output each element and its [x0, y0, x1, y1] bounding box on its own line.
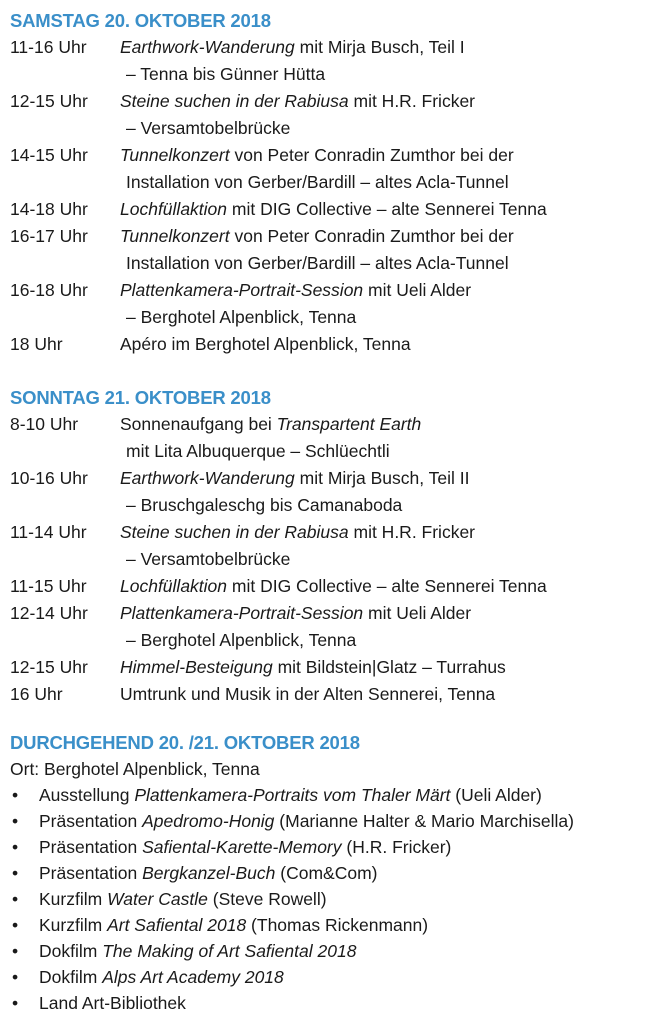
event-time: 11-15 Uhr: [10, 576, 87, 596]
exhibit-type: Land Art-Bibliothek: [39, 993, 186, 1013]
event-time: 11-16 Uhr: [10, 37, 87, 57]
event-time: 12-15 Uhr: [10, 657, 88, 677]
event-line: [120, 88, 649, 115]
event-line: [120, 600, 649, 627]
location-line: Ort: Berghotel Alpenblick, Tenna: [10, 759, 260, 779]
exhibit-author: (Marianne Halter & Mario Marchisella): [274, 811, 574, 831]
event-text: mit Ueli Alder: [363, 603, 472, 623]
event-text: von Peter Conradin Zumthor bei der: [229, 226, 514, 246]
exhibit-item: [10, 834, 649, 860]
event-title: Tunnelkonzert: [120, 145, 230, 165]
event-time: 12-14 Uhr: [10, 603, 88, 623]
event-title: Plattenkamera-Portrait-Session: [120, 603, 364, 623]
event-text: mit DIG Collective – alte Sennerei Tenna: [227, 576, 547, 596]
exhibit-item: [10, 886, 649, 912]
event-title: Lochfüllaktion: [120, 576, 228, 596]
ongoing-section: [10, 729, 649, 1016]
event-description: [120, 411, 649, 465]
event-time: 11-14 Uhr: [10, 522, 87, 542]
exhibit-text: [39, 964, 284, 990]
event-row: [10, 519, 649, 573]
exhibit-title: Alps Art Academy 2018: [102, 967, 284, 987]
exhibit-item: [10, 860, 649, 886]
event-title: Earthwork-Wanderung: [120, 468, 295, 488]
event-description: [120, 277, 649, 331]
event-description: [120, 196, 649, 223]
event-time: 16-17 Uhr: [10, 226, 88, 246]
event-text: mit Ueli Alder: [363, 280, 472, 300]
event-text: mit Mirja Busch, Teil II: [294, 468, 470, 488]
event-line: [120, 573, 649, 600]
event-row: [10, 465, 649, 519]
event-description: [120, 600, 649, 654]
bullet-icon: •: [12, 889, 19, 909]
bullet-icon: •: [12, 915, 19, 935]
event-location: Installation von Gerber/Bardill – altes Acla-Tunnel: [126, 253, 509, 273]
event-list: [10, 411, 649, 708]
exhibit-title: The Making of Art Safiental 2018: [102, 941, 357, 961]
event-description: [120, 654, 649, 681]
exhibit-type: Dokfilm: [39, 941, 103, 961]
event-line: [120, 411, 649, 438]
event-line: [120, 34, 649, 61]
event-line: [120, 223, 649, 250]
exhibit-type: Kurzfilm: [39, 915, 108, 935]
event-description: [120, 34, 649, 88]
exhibit-title: Apedromo-Honig: [142, 811, 275, 831]
exhibit-title: Safiental-Karette-Memory: [142, 837, 342, 857]
event-line: [120, 654, 649, 681]
event-line: [120, 681, 649, 708]
event-location: – Tenna bis Günner Hütta: [126, 64, 326, 84]
event-line: [120, 465, 649, 492]
event-row: [10, 573, 649, 600]
event-description: [120, 331, 649, 358]
event-title: Himmel-Besteigung: [120, 657, 273, 677]
event-title: Plattenkamera-Portrait-Session: [120, 280, 364, 300]
exhibit-text: [39, 834, 451, 860]
event-title: Steine suchen in der Rabiusa: [120, 522, 349, 542]
event-line: [120, 519, 649, 546]
event-row: [10, 681, 649, 708]
event-time: 16 Uhr: [10, 684, 63, 704]
exhibit-list: [10, 782, 649, 1016]
event-text: Umtrunk und Musik in der Alten Sennerei, Tenna: [120, 684, 496, 704]
event-row: [10, 654, 649, 681]
event-location: Installation von Gerber/Bardill – altes Acla-Tunnel: [126, 172, 509, 192]
event-description: [120, 519, 649, 573]
exhibit-item: [10, 808, 649, 834]
event-description: [120, 465, 649, 519]
exhibit-text: [39, 938, 356, 964]
sunday-section: [10, 384, 649, 708]
bullet-icon: •: [12, 811, 19, 831]
event-row: [10, 223, 649, 277]
exhibit-text: [39, 808, 574, 834]
event-text: mit H.R. Fricker: [348, 91, 476, 111]
event-row: [10, 88, 649, 142]
event-text: mit Mirja Busch, Teil I: [294, 37, 465, 57]
event-row: [10, 600, 649, 654]
exhibit-text: [39, 860, 378, 886]
event-text: mit DIG Collective – alte Sennerei Tenna: [227, 199, 547, 219]
event-line: [120, 277, 649, 304]
event-description: [120, 681, 649, 708]
exhibit-item: [10, 782, 649, 808]
event-description: [120, 573, 649, 600]
exhibit-type: Präsentation: [39, 811, 143, 831]
event-text: Sonnenaufgang bei: [120, 414, 277, 434]
event-time: 16-18 Uhr: [10, 280, 88, 300]
exhibit-text: [39, 912, 428, 938]
bullet-icon: •: [12, 837, 19, 857]
event-title: Tunnelkonzert: [120, 226, 230, 246]
exhibit-author: (Steve Rowell): [207, 889, 327, 909]
exhibit-type: Ausstellung: [39, 785, 135, 805]
event-list: [10, 34, 649, 358]
saturday-section: [10, 7, 649, 358]
event-title: Steine suchen in der Rabiusa: [120, 91, 349, 111]
exhibit-title: Art Safiental 2018: [107, 915, 247, 935]
event-line: [120, 142, 649, 169]
event-title: Lochfüllaktion: [120, 199, 228, 219]
bullet-icon: •: [12, 993, 19, 1013]
section-heading: SAMSTAG 20. OKTOBER 2018: [10, 10, 271, 31]
exhibit-author: (H.R. Fricker): [341, 837, 452, 857]
exhibit-item: [10, 938, 649, 964]
event-time: 18 Uhr: [10, 334, 63, 354]
event-location: – Versamtobelbrücke: [126, 118, 291, 138]
event-row: [10, 411, 649, 465]
event-text: mit Bildstein|Glatz – Turrahus: [272, 657, 506, 677]
section-heading: DURCHGEHEND 20. /21. OKTOBER 2018: [10, 732, 360, 753]
exhibit-item: [10, 990, 649, 1016]
bullet-icon: •: [12, 863, 19, 883]
event-time: 12-15 Uhr: [10, 91, 88, 111]
event-text: mit H.R. Fricker: [348, 522, 476, 542]
exhibit-title: Water Castle: [107, 889, 208, 909]
event-text: von Peter Conradin Zumthor bei der: [229, 145, 514, 165]
event-row: [10, 34, 649, 88]
event-text: Apéro im Berghotel Alpenblick, Tenna: [120, 334, 411, 354]
event-row: [10, 196, 649, 223]
bullet-icon: •: [12, 967, 19, 987]
exhibit-item: [10, 912, 649, 938]
exhibit-type: Präsentation: [39, 863, 143, 883]
exhibit-author: (Ueli Alder): [450, 785, 542, 805]
exhibit-title: Plattenkamera-Portraits vom Thaler Märt: [134, 785, 451, 805]
exhibit-type: Kurzfilm: [39, 889, 108, 909]
event-title: Transpartent Earth: [276, 414, 422, 434]
event-location: – Bruschgaleschg bis Camanaboda: [126, 495, 403, 515]
event-time: 14-15 Uhr: [10, 145, 88, 165]
event-title: Earthwork-Wanderung: [120, 37, 295, 57]
bullet-icon: •: [12, 941, 19, 961]
event-description: [120, 223, 649, 277]
exhibit-author: (Thomas Rickenmann): [246, 915, 429, 935]
event-row: [10, 331, 649, 358]
event-location: – Versamtobelbrücke: [126, 549, 291, 569]
exhibit-title: Bergkanzel-Buch: [142, 863, 276, 883]
event-location: mit Lita Albuquerque – Schlüechtli: [126, 441, 390, 461]
exhibit-item: [10, 964, 649, 990]
event-row: [10, 277, 649, 331]
exhibit-text: [39, 782, 542, 808]
event-row: [10, 142, 649, 196]
event-description: [120, 142, 649, 196]
exhibit-type: Präsentation: [39, 837, 143, 857]
section-heading: SONNTAG 21. OKTOBER 2018: [10, 387, 271, 408]
event-time: 10-16 Uhr: [10, 468, 88, 488]
exhibit-type: Dokfilm: [39, 967, 103, 987]
event-location: – Berghotel Alpenblick, Tenna: [126, 307, 357, 327]
event-time: 14-18 Uhr: [10, 199, 88, 219]
event-description: [120, 88, 649, 142]
event-line: [120, 331, 649, 358]
event-line: [120, 196, 649, 223]
exhibit-author: (Com&Com): [275, 863, 378, 883]
bullet-icon: •: [12, 785, 19, 805]
event-time: 8-10 Uhr: [10, 414, 79, 434]
exhibit-text: [39, 990, 186, 1016]
event-location: – Berghotel Alpenblick, Tenna: [126, 630, 357, 650]
exhibit-text: [39, 886, 327, 912]
